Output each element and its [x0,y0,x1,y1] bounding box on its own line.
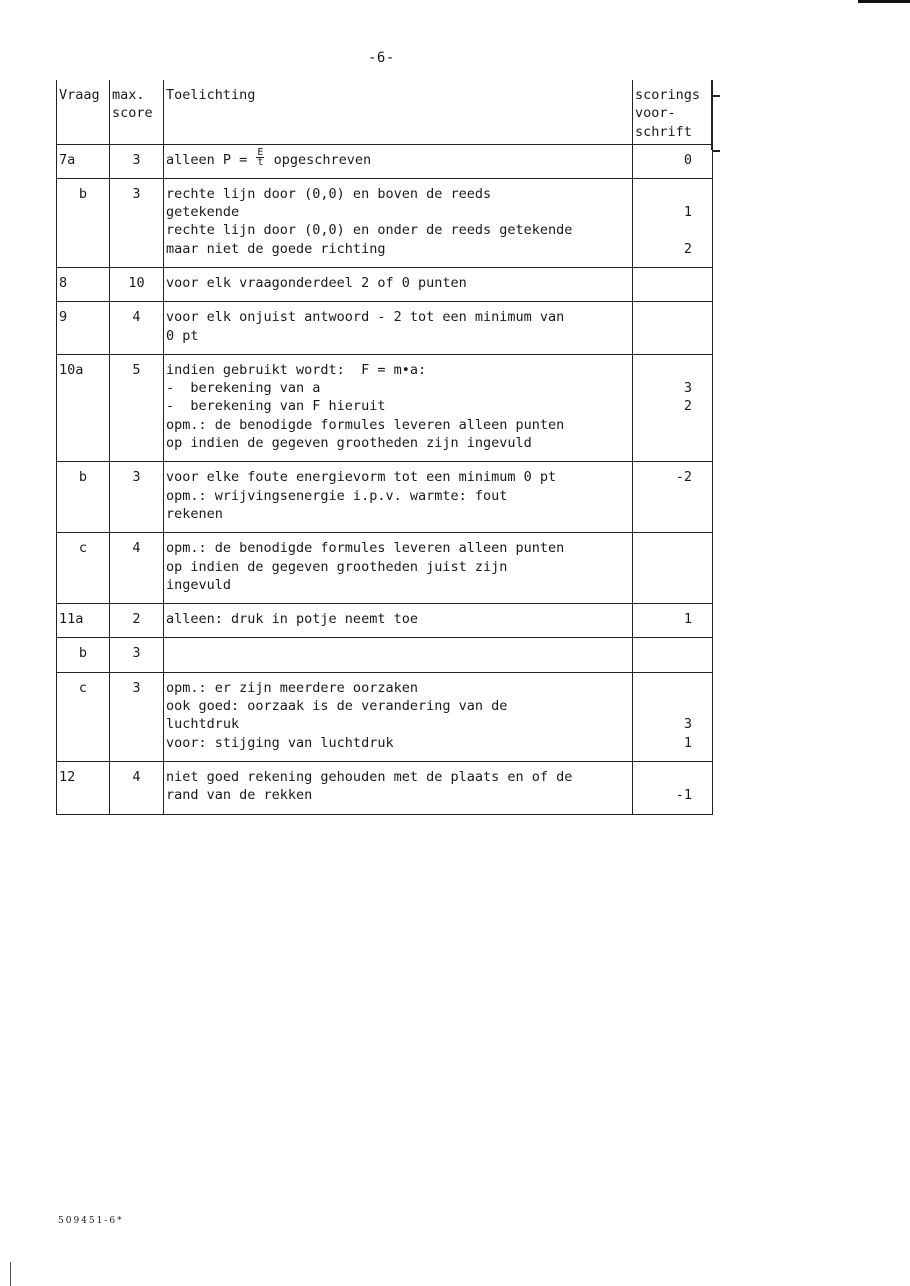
cell-max-score: 2 [110,604,164,638]
cell-vraag: 10a [57,354,110,461]
table-row [57,761,713,814]
cell-vraag: c [57,533,110,604]
toelichting-line: indien gebruikt wordt: F = m•a: [166,361,427,378]
cell-max-score: 3 [110,144,164,178]
points-value: -1 [675,787,692,804]
points-value: 3 [683,380,692,397]
points-value [635,308,692,326]
cell-scoringsvoorschrift [633,638,713,672]
toelichting-line: alleen: druk in potje neemt toe [166,611,418,628]
formula-text: alleen P = [166,151,256,168]
header-right-dash [712,95,720,97]
points-value [635,274,692,292]
toelichting-line: ingevuld [166,576,232,593]
page-number: -6- [368,50,395,66]
cell-max-score: 5 [110,354,164,461]
cell-scoringsvoorschrift [633,178,713,267]
points-value: -2 [675,469,692,486]
header-max-score-line: score [112,105,153,122]
header-vraag-label: Vraag [59,87,100,103]
toelichting-line: op indien de gegeven grootheden zijn ingevuld [166,435,532,452]
toelichting-line: voor elke foute energievorm tot een minimum 0 pt [166,469,557,486]
cell-vraag: b [57,462,110,533]
formula-text: opgeschreven [265,151,372,168]
toelichting-line: rechte lijn door (0,0) en onder de reeds getekende [166,222,573,239]
points-value: 2 [683,240,692,257]
points-value [635,221,692,239]
points-value [635,434,692,452]
cell-max-score: 4 [110,761,164,814]
cell-max-score: 3 [110,462,164,533]
cell-scoringsvoorschrift [633,533,713,604]
points-value [635,768,692,786]
header-max-score [110,80,164,144]
toelichting-line: - berekening van F hieruit [166,398,386,415]
table-row [57,672,713,761]
table-row [57,533,713,604]
toelichting-line: rand van de rekken [166,787,313,804]
header-vraag [57,80,110,144]
cell-scoringsvoorschrift [633,302,713,355]
header-scoring-line: schrift [635,123,692,140]
scan-corner-mark [858,0,910,3]
points-value: 0 [683,151,692,168]
table-row [57,144,713,178]
header-scoringsvoorschrift [633,80,713,144]
cell-max-score: 4 [110,302,164,355]
footer-document-code: 509451-6* [58,1216,124,1226]
toelichting-line: rekenen [166,505,223,522]
header-scoring-line: voor- [635,105,676,122]
cell-toelichting [164,144,633,178]
header-toelichting [164,80,633,144]
fraction [256,148,264,167]
cell-toelichting [164,354,633,461]
toelichting-line: 0 pt [166,327,199,344]
points-value [635,416,692,434]
cell-max-score: 10 [110,267,164,301]
cell-vraag: 9 [57,302,110,355]
points-value: 2 [683,398,692,415]
points-value: 3 [683,716,692,733]
cell-toelichting [164,533,633,604]
fraction-denominator: t [257,157,264,168]
table-row [57,638,713,672]
toelichting-line: niet goed rekening gehouden met de plaats en of de [166,768,573,785]
cell-vraag: 11a [57,604,110,638]
points-value [635,361,692,379]
table-row [57,604,713,638]
points-value [635,539,692,557]
points-value [635,576,692,594]
points-value [635,327,692,345]
toelichting-line: maar niet de goede richting [166,240,386,257]
toelichting-line: opm.: er zijn meerdere oorzaken [166,679,418,696]
points-value [635,644,692,662]
table-row [57,267,713,301]
cell-scoringsvoorschrift [633,354,713,461]
table-header [57,80,713,144]
points-value [635,185,692,203]
cell-toelichting [164,267,633,301]
cell-scoringsvoorschrift [633,604,713,638]
cell-vraag: 7a [57,144,110,178]
toelichting-line: ook goed: oorzaak is de verandering van de [166,698,508,715]
toelichting-line: voor: stijging van luchtdruk [166,734,394,751]
cell-toelichting [164,302,633,355]
cell-max-score: 3 [110,672,164,761]
cell-scoringsvoorschrift [633,462,713,533]
header-max-score-line: max. [112,87,145,103]
points-value [635,558,692,576]
cell-max-score: 3 [110,178,164,267]
row-rule-extension [712,150,720,152]
points-value: 1 [683,734,692,751]
cell-scoringsvoorschrift [633,672,713,761]
toelichting-line: - berekening van a [166,380,321,397]
cell-vraag: b [57,178,110,267]
toelichting-line: getekende [166,204,240,221]
cell-max-score: 4 [110,533,164,604]
fraction-numerator: E [257,147,264,158]
table-row [57,462,713,533]
cell-scoringsvoorschrift [633,267,713,301]
toelichting-line [166,147,630,169]
points-value [635,487,692,505]
toelichting-line: opm.: de benodigde formules leveren alleen punten [166,416,565,433]
cell-max-score: 3 [110,638,164,672]
toelichting-line: voor elk vraagonderdeel 2 of 0 punten [166,274,467,291]
points-value: 1 [683,204,692,221]
cell-scoringsvoorschrift [633,761,713,814]
header-toelichting-label: Toelichting [166,87,256,103]
cell-vraag: b [57,638,110,672]
table-body [57,144,713,814]
cell-vraag: 8 [57,267,110,301]
cell-scoringsvoorschrift [633,144,713,178]
points-value [635,697,692,715]
points-value [635,679,692,697]
scan-edge-mark [10,1262,11,1286]
points-value: 1 [683,611,692,628]
cell-toelichting [164,672,633,761]
cell-toelichting [164,462,633,533]
table-row [57,178,713,267]
cell-toelichting [164,604,633,638]
table-row [57,302,713,355]
toelichting-line: voor elk onjuist antwoord - 2 tot een minimum van [166,309,565,326]
cell-toelichting [164,638,633,672]
cell-toelichting [164,178,633,267]
header-scoring-line: scorings [635,87,701,103]
cell-toelichting [164,761,633,814]
toelichting-line: opm.: wrijvingsenergie i.p.v. warmte: fout [166,487,508,504]
cell-vraag: 12 [57,761,110,814]
toelichting-line: op indien de gegeven grootheden juist zijn [166,558,508,575]
toelichting-line: opm.: de benodigde formules leveren alleen punten [166,540,565,557]
points-value [635,505,692,523]
table-row [57,354,713,461]
toelichting-line: luchtdruk [166,716,240,733]
toelichting-line: rechte lijn door (0,0) en boven de reeds [166,185,492,202]
toelichting-line [166,644,630,662]
correction-table [56,80,713,815]
cell-vraag: c [57,672,110,761]
